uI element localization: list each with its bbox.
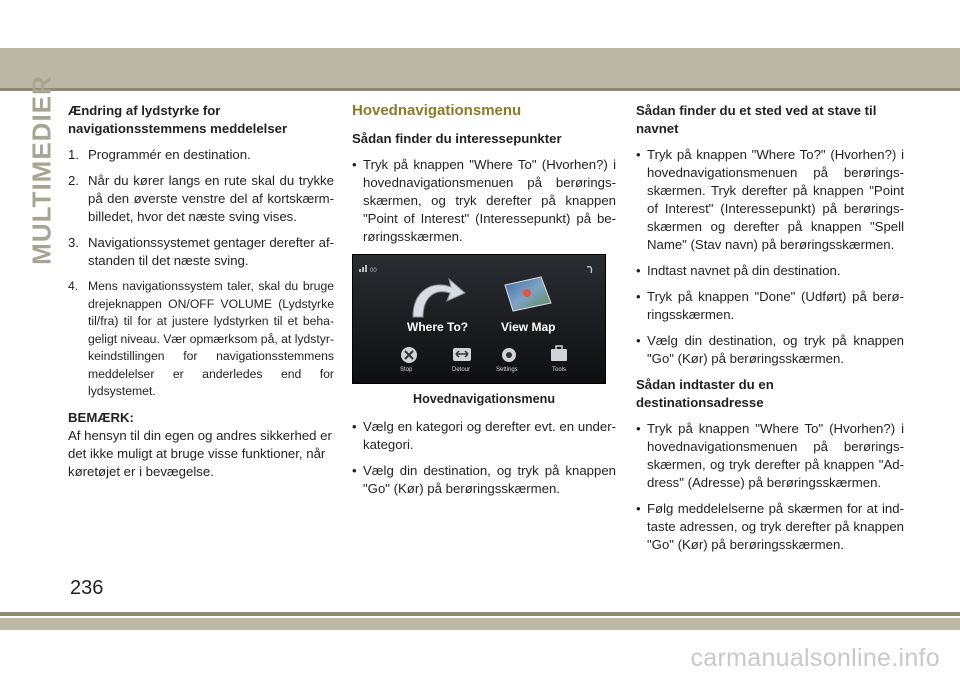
- spell-name-subhead: Sådan finder du et sted ved at stave til navnet: [636, 103, 877, 136]
- column-2: [352, 102, 616, 506]
- step-number: 2.: [68, 173, 79, 188]
- bullet-item: • Vælg din destination, og tryk på knappen "Go" (Kør) på berøringsskærmen.: [352, 462, 616, 498]
- step-item: [68, 234, 334, 270]
- step-item: [68, 172, 334, 226]
- step-item: [68, 146, 334, 164]
- header-band: [0, 48, 960, 88]
- step-number: 1.: [68, 147, 79, 162]
- step-text: Navigationssystemet gentager derefter af-standen til det næste sving.: [88, 235, 334, 268]
- where-to-label[interactable]: Where To?: [407, 320, 469, 334]
- bullet-item: • Indtast navnet på din destination.: [636, 262, 904, 280]
- footer-rule: [0, 612, 960, 616]
- bullet-item: • Tryk på knappen "Done" (Udført) på berø-ringsskærmen.: [636, 288, 904, 324]
- tools-button[interactable]: [551, 346, 567, 373]
- column-3: [636, 102, 904, 562]
- note-text: Af hensyn til din egen og andres sikkerhed er det ikke muligt at bruge visse funktioner, når køretøjet er i bevægelse.: [68, 427, 332, 479]
- note-title: BEMÆRK:: [68, 409, 134, 425]
- detour-button[interactable]: [452, 348, 471, 373]
- bullet-item: • Vælg din destination, og tryk på knappen "Go" (Kør) på berøringsskærmen.: [636, 332, 904, 368]
- figure-caption: Hovednavigationsmenu: [412, 392, 556, 406]
- nav-menu-screenshot: [352, 254, 606, 384]
- bullet-item: • Følg meddelelserne på skærmen for at ind-taste adressen, og tryk derefter på knappen "Go" (Kør) på berøringsskærmen.: [636, 500, 904, 554]
- column-1: [68, 102, 334, 489]
- section-title: Hovednavigationsmenu: [352, 102, 522, 119]
- svg-text:00: 00: [370, 268, 377, 274]
- volume-heading: Ændring af lydstyrke for navigationsstemmens meddelelser: [68, 103, 288, 136]
- settings-label: Settings: [496, 367, 518, 373]
- nav-menu-illustration: [353, 255, 605, 383]
- watermark-text: carmanualsonline.info: [690, 644, 940, 672]
- header-rule: [0, 88, 960, 91]
- poi-subhead: Sådan finder du interessepunkter: [352, 131, 562, 146]
- step-number: 4.: [68, 279, 79, 293]
- view-map-label[interactable]: View Map: [501, 320, 556, 334]
- bullet-item: • Vælg en kategori og derefter evt. en under-kategori.: [352, 418, 616, 454]
- tools-label: Tools: [552, 367, 567, 373]
- stop-label: Stop: [400, 367, 413, 373]
- footer-band: [0, 618, 960, 630]
- step-text: Programmér en destination.: [88, 147, 251, 162]
- address-subhead: Sådan indtaster du en destinationsadresse: [636, 377, 774, 410]
- bullet-item: • Tryk på knappen "Where To?" (Hvorhen?) i hovednavigationsmenuen på berørings-skærmen. Tryk derefter på knappen "Point of Interest" (Interessepunkt) på berørings-skærmen og derefter på knappen "Spell Name" (Stav navn) på berøringsskærmen.: [636, 146, 904, 254]
- step-text: Mens navigationssystem taler, skal du bruge drejeknappen ON/OFF VOLUME (Lydstyrke til/fra) til for at justere lydstyrken til et beha-geligt niveau. Vær opmærksom på, at lydstyr-keindstillingen for navigationsstemmens meddelelser er anderledes end for lydsystemet.: [88, 279, 334, 398]
- bullet-item: • Tryk på knappen "Where To" (Hvorhen?) i hovednavigationsmenuen på berørings-skærmen, og tryk derefter på knappen "Ad-dress" (Adresse) på berøringsskærmen.: [636, 420, 904, 492]
- bullet-item: • Tryk på knappen "Where To" (Hvorhen?) i hovednavigationsmenuen på berørings-skærmen, og tryk derefter på knappen "Point of Interest" (Interessepunkt) på be-røringsskærmen.: [352, 156, 616, 246]
- step-number: 3.: [68, 235, 79, 250]
- side-section-title: MULTIMEDIER: [26, 75, 57, 265]
- detour-label: Detour: [452, 367, 471, 373]
- step-item: [68, 278, 334, 401]
- page-number: 236: [70, 577, 104, 599]
- step-text: Når du kører langs en rute skal du trykke på den øverste venstre del af kortskærm-billedet, hvor det næste sving vises.: [88, 173, 334, 224]
